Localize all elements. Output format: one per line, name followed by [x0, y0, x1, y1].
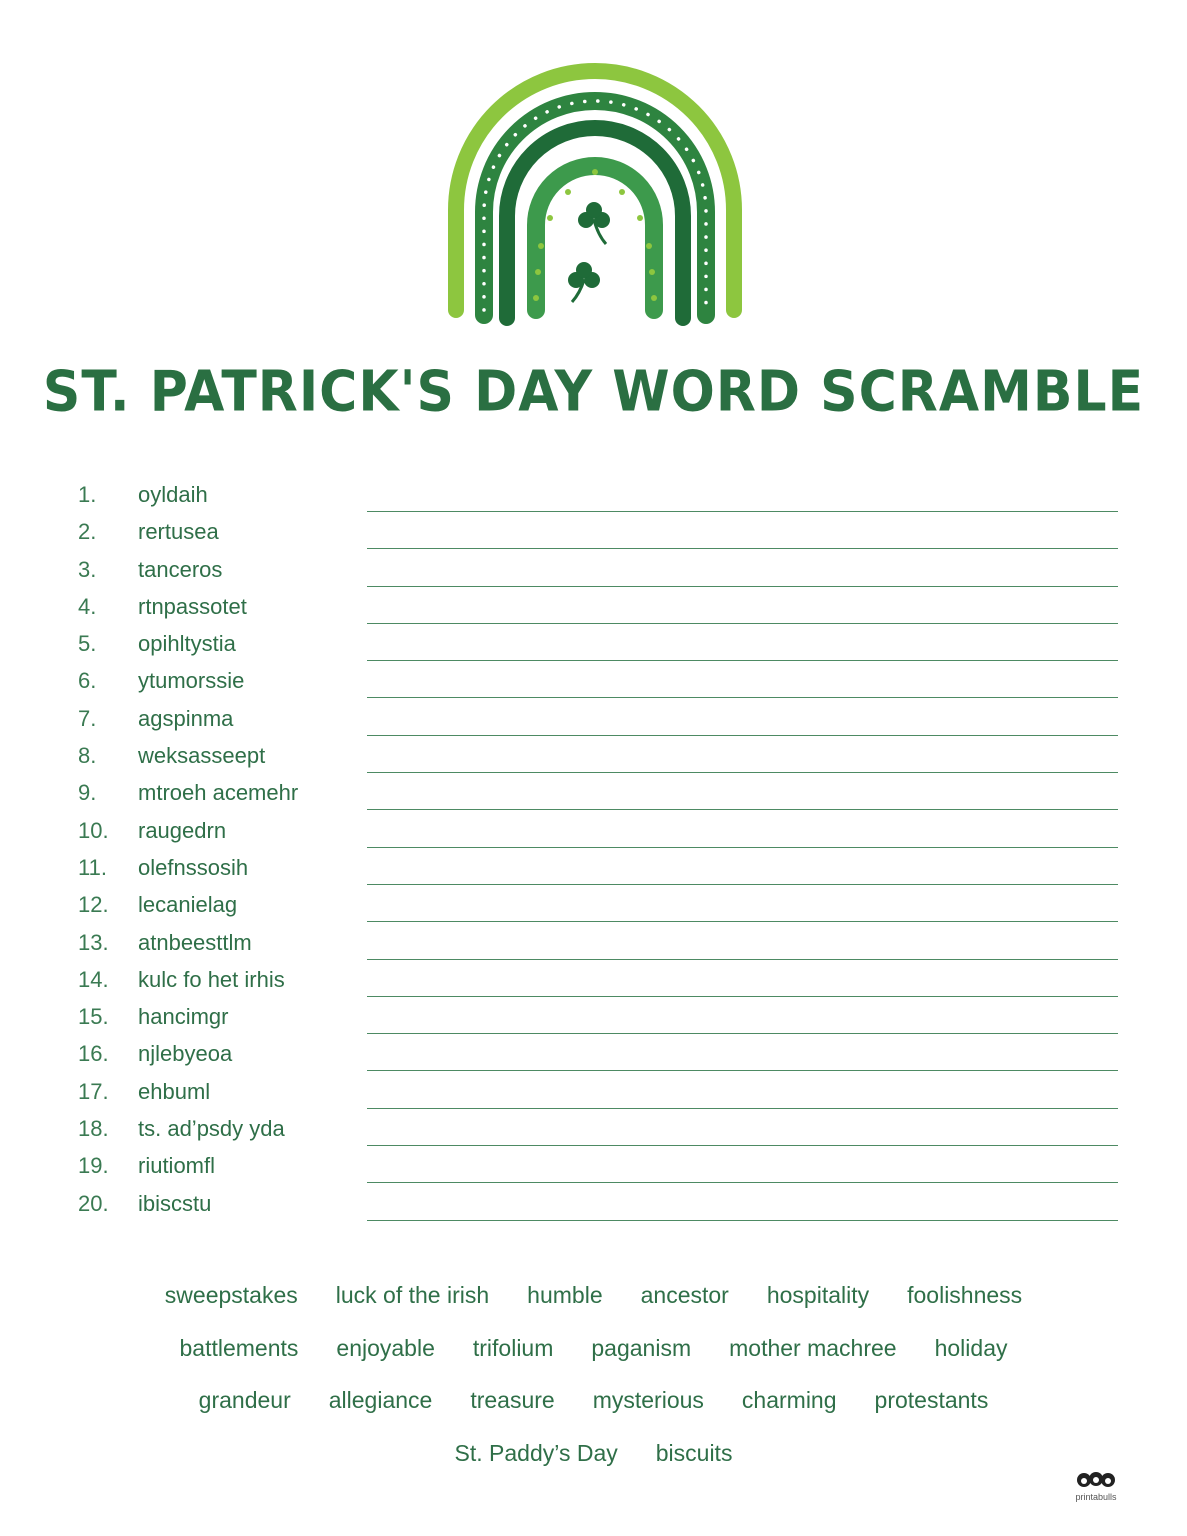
answer-line[interactable]	[367, 1033, 1118, 1034]
list-item	[78, 625, 1118, 662]
answer-line[interactable]	[367, 959, 1118, 960]
scrambled-word: atnbeesttlm	[138, 929, 252, 955]
list-item	[78, 551, 1118, 588]
scrambled-word: weksasseept	[138, 743, 266, 769]
scrambled-word: opihltystia	[138, 631, 236, 657]
answer-line[interactable]	[367, 1145, 1118, 1146]
bank-word: hospitality	[766, 1282, 870, 1308]
bank-word: trifolium	[472, 1334, 554, 1361]
answer-line[interactable]	[367, 1070, 1118, 1071]
list-item	[78, 1110, 1118, 1147]
item-number: 2.	[78, 519, 97, 545]
scrambled-word: kulc fo het irhis	[138, 966, 285, 992]
scrambled-word: mtroeh acemehr	[138, 780, 299, 806]
item-number: 15.	[78, 1004, 109, 1030]
scrambled-word: ehbuml	[138, 1078, 211, 1104]
bank-word: battlements	[179, 1334, 299, 1361]
answer-line[interactable]	[367, 660, 1118, 661]
bank-word: St. Paddy’s Day	[454, 1439, 618, 1466]
list-item	[78, 924, 1118, 961]
item-number: 20.	[78, 1190, 109, 1216]
bank-word: holiday	[934, 1334, 1008, 1361]
scrambled-word: oyldaih	[138, 482, 208, 507]
list-item	[78, 774, 1118, 811]
item-number: 9.	[78, 780, 97, 806]
word-bank	[0, 1282, 1187, 1492]
list-item	[78, 588, 1118, 625]
item-number: 7.	[78, 705, 97, 731]
list-item	[78, 998, 1118, 1035]
item-number: 11.	[78, 854, 107, 880]
item-number: 17.	[78, 1078, 109, 1104]
rainbow-icon	[440, 60, 750, 330]
bank-word: foolishness	[907, 1282, 1023, 1308]
scrambled-word: raugedrn	[138, 817, 227, 843]
bank-word: mother machree	[729, 1334, 897, 1361]
answer-line[interactable]	[367, 1220, 1118, 1221]
scrambled-word: ts. ad’psdy yda	[138, 1116, 285, 1142]
item-number: 12.	[78, 892, 109, 918]
answer-line[interactable]	[367, 586, 1118, 587]
list-item	[78, 662, 1118, 699]
answer-line[interactable]	[367, 697, 1118, 698]
list-item	[78, 886, 1118, 923]
page-title: ST. PATRICK'S DAY WORD SCRAMBLE	[42, 359, 1145, 425]
answer-line[interactable]	[367, 772, 1118, 773]
bank-word: luck of the irish	[335, 1282, 490, 1308]
list-item	[78, 1185, 1118, 1222]
item-number: 8.	[78, 743, 97, 769]
answer-line[interactable]	[367, 809, 1118, 810]
bank-word: grandeur	[198, 1387, 291, 1413]
answer-line[interactable]	[367, 623, 1118, 624]
bank-word: allegiance	[328, 1387, 433, 1413]
scrambled-word: rtnpassotet	[138, 593, 247, 619]
item-number: 3.	[78, 556, 97, 582]
list-item	[78, 849, 1118, 886]
list-item	[78, 700, 1118, 737]
list-item	[78, 1073, 1118, 1110]
scrambled-word: tanceros	[138, 556, 223, 582]
item-number: 19.	[78, 1153, 109, 1179]
scramble-list	[78, 476, 1118, 1222]
bank-word: paganism	[591, 1334, 692, 1361]
scrambled-word: agspinma	[138, 705, 234, 731]
item-number: 14.	[78, 966, 109, 992]
answer-line[interactable]	[367, 847, 1118, 848]
scrambled-word: ibiscstu	[138, 1190, 212, 1216]
scrambled-word: njlebyeoa	[138, 1041, 233, 1067]
answer-line[interactable]	[367, 735, 1118, 736]
scrambled-word: lecanielag	[138, 892, 238, 918]
bank-word: charming	[741, 1387, 837, 1413]
answer-line[interactable]	[367, 511, 1118, 512]
list-item	[78, 737, 1118, 774]
bank-word: sweepstakes	[164, 1282, 298, 1308]
bank-word: biscuits	[655, 1439, 733, 1466]
answer-line[interactable]	[367, 996, 1118, 997]
word-bank-row	[0, 1282, 1187, 1335]
scrambled-word: riutiomfl	[138, 1153, 216, 1179]
brand-logo-text: printabulls	[1075, 1492, 1117, 1502]
item-number: 5.	[78, 631, 97, 657]
list-item	[78, 961, 1118, 998]
scrambled-word: ytumorssie	[138, 668, 245, 694]
bank-word: ancestor	[640, 1282, 729, 1308]
list-item	[78, 1035, 1118, 1072]
answer-line[interactable]	[367, 884, 1118, 885]
item-number: 16.	[78, 1041, 109, 1067]
scrambled-word: hancimgr	[138, 1004, 229, 1030]
answer-line[interactable]	[367, 548, 1118, 549]
word-bank-row	[0, 1440, 1187, 1493]
item-number: 18.	[78, 1116, 109, 1142]
scrambled-word: rertusea	[138, 519, 219, 545]
answer-line[interactable]	[367, 921, 1118, 922]
bank-word: protestants	[874, 1387, 989, 1413]
list-item	[78, 476, 1118, 513]
bank-word: enjoyable	[336, 1334, 435, 1361]
answer-line[interactable]	[367, 1182, 1118, 1183]
list-item	[78, 513, 1118, 550]
list-item	[78, 1147, 1118, 1184]
item-number: 10.	[78, 817, 109, 843]
answer-line[interactable]	[367, 1108, 1118, 1109]
bank-word: humble	[527, 1282, 603, 1308]
word-bank-row	[0, 1387, 1187, 1440]
item-number: 13.	[78, 929, 109, 955]
item-number: 4.	[78, 593, 97, 619]
item-number: 1.	[78, 482, 97, 507]
bank-word: treasure	[470, 1387, 555, 1413]
bank-word: mysterious	[592, 1387, 704, 1413]
scrambled-word: olefnssosih	[138, 854, 249, 880]
item-number: 6.	[78, 668, 97, 694]
word-bank-row	[0, 1335, 1187, 1388]
list-item	[78, 812, 1118, 849]
